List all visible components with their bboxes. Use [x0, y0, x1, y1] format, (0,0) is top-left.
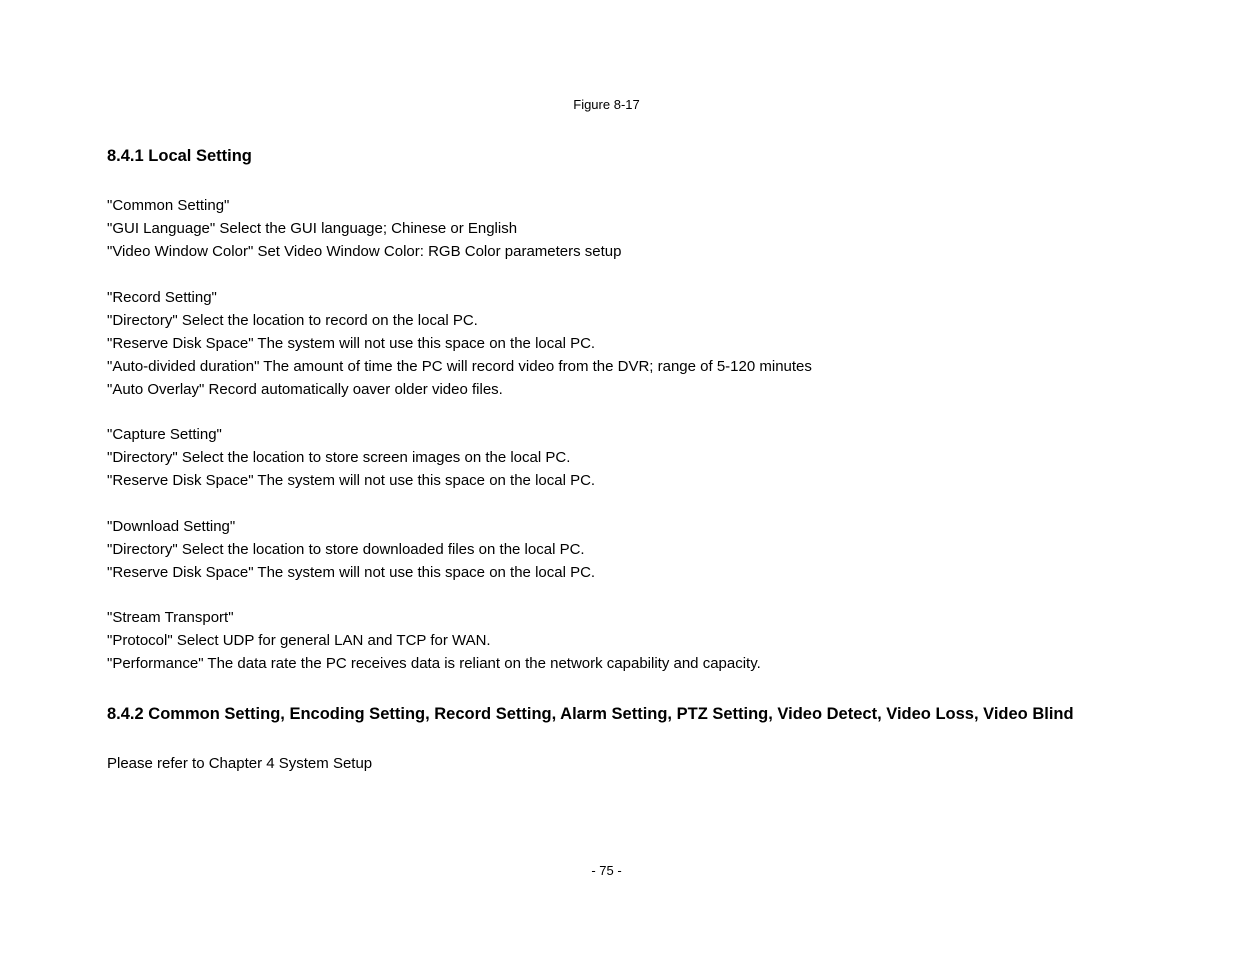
paragraph-line: "Capture Setting": [107, 426, 222, 443]
paragraph-line: Please refer to Chapter 4 System Setup: [107, 755, 373, 772]
paragraph-line: "Common Setting": [107, 197, 230, 214]
paragraph-line: "Auto-divided duration" The amount of time the PC will record video from the DVR; range of 5-120 minutes: [107, 358, 812, 375]
section-heading-common-setting: 8.4.2 Common Setting, Encoding Setting, Record Setting, Alarm Setting, PTZ Setting, Video Detect, Video Loss, Video Blind: [107, 705, 1074, 723]
paragraph-line: "Directory" Select the location to store downloaded files on the local PC.: [107, 541, 585, 558]
paragraph-line: "Protocol" Select UDP for general LAN and TCP for WAN.: [107, 632, 491, 649]
section-heading-local-setting: 8.4.1 Local Setting: [107, 147, 252, 165]
group-capture-setting: [107, 423, 595, 492]
group-record-setting: [107, 286, 812, 401]
paragraph-line: "Reserve Disk Space" The system will not use this space on the local PC.: [107, 335, 596, 352]
paragraph-line: "Auto Overlay" Record automatically oaver older video files.: [107, 381, 503, 398]
figure-caption: Figure 8-17: [573, 97, 640, 112]
page-number: - 75 -: [591, 863, 622, 878]
paragraph-line: "Directory" Select the location to store screen images on the local PC.: [107, 449, 571, 466]
paragraph-line: "Download Setting": [107, 518, 236, 535]
paragraph-line: "Record Setting": [107, 289, 217, 306]
paragraph-line: "Performance" The data rate the PC receives data is reliant on the network capability and capacity.: [107, 655, 761, 672]
group-common-setting: [107, 194, 622, 263]
paragraph-line: "Reserve Disk Space" The system will not use this space on the local PC.: [107, 472, 596, 489]
paragraph-line: "Video Window Color" Set Video Window Color: RGB Color parameters setup: [107, 243, 622, 260]
paragraph-line: "Directory" Select the location to record on the local PC.: [107, 312, 478, 329]
group-download-setting: [107, 515, 595, 584]
group-stream-transport: [107, 606, 761, 675]
paragraph-line: "Stream Transport": [107, 609, 234, 626]
paragraph-line: "GUI Language" Select the GUI language; Chinese or English: [107, 220, 518, 237]
paragraph-line: "Reserve Disk Space" The system will not use this space on the local PC.: [107, 564, 596, 581]
reference-paragraph: [107, 752, 372, 775]
